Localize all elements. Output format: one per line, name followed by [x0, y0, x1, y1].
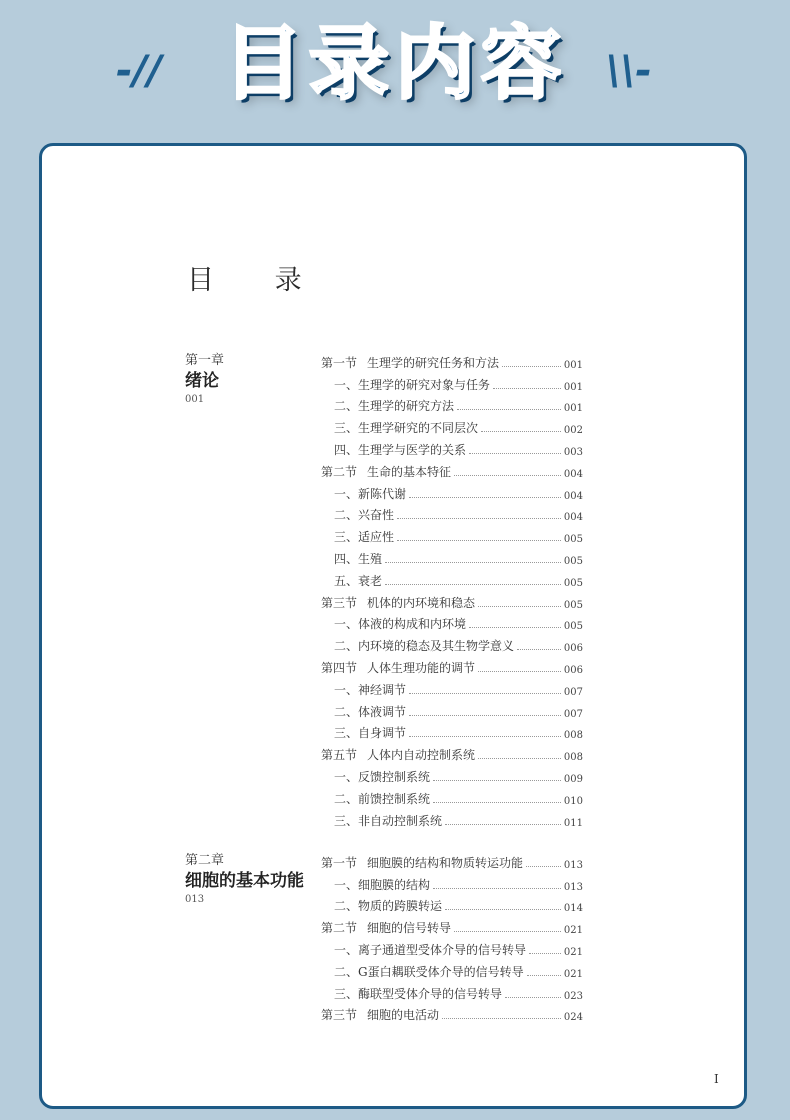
entry-page-number: 004 — [563, 468, 583, 480]
toc-subentry[interactable] — [321, 893, 583, 915]
dot-leader — [454, 475, 561, 476]
toc-subentry[interactable] — [321, 785, 583, 807]
entry-label — [321, 854, 523, 871]
toc-section-entry[interactable] — [321, 458, 583, 480]
entry-page-number: 007 — [563, 686, 583, 698]
entry-label — [334, 724, 406, 741]
toc-subentry[interactable] — [321, 436, 583, 458]
dot-leader — [445, 909, 561, 910]
section-number: 第一节 — [321, 855, 358, 870]
entry-text: 四、生殖 — [334, 551, 383, 566]
toc-subentry[interactable] — [321, 414, 583, 436]
entry-page-number: 011 — [563, 817, 583, 829]
entry-label — [334, 615, 466, 632]
dot-leader — [442, 1018, 561, 1019]
entry-page-number: 005 — [563, 599, 583, 611]
entry-label — [321, 919, 451, 936]
entry-label — [334, 963, 524, 980]
toc-subentry[interactable] — [321, 980, 583, 1002]
entry-page-number: 001 — [563, 359, 583, 371]
toc-subentry[interactable] — [321, 523, 583, 545]
entry-text: 细胞的电活动 — [367, 1008, 440, 1023]
entry-page-number: 004 — [563, 490, 583, 502]
entry-label — [334, 485, 406, 502]
entry-text: 二、生理学的研究方法 — [334, 399, 455, 414]
dot-leader — [397, 540, 561, 541]
dot-leader — [409, 736, 561, 737]
toc-section-entry[interactable] — [321, 741, 583, 763]
entry-text: 三、酶联型受体介导的信号转导 — [334, 986, 503, 1001]
entry-label — [334, 897, 442, 914]
entry-text: 二、物质的跨膜转运 — [334, 899, 443, 914]
entry-label — [334, 703, 406, 720]
entry-page-number: 008 — [563, 752, 583, 764]
toc-section-entry[interactable] — [321, 654, 583, 676]
dot-leader — [409, 497, 561, 498]
entry-text: 细胞膜的结构和物质转运功能 — [367, 855, 524, 870]
dot-leader — [481, 431, 561, 432]
entry-page-number: 005 — [563, 577, 583, 589]
entry-page-number: 001 — [563, 403, 583, 415]
dot-leader — [445, 824, 561, 825]
chapter-page: 013 — [185, 894, 205, 905]
toc-heading: 目 录 — [187, 265, 328, 296]
entry-label — [334, 790, 430, 807]
dot-leader — [529, 953, 561, 954]
entry-text: 二、兴奋性 — [334, 508, 395, 523]
entry-label — [334, 506, 394, 523]
entry-label — [334, 941, 526, 958]
entry-page-number: 023 — [563, 990, 583, 1002]
entry-text: 一、新陈代谢 — [334, 486, 407, 501]
dot-leader — [409, 715, 561, 716]
page-number: I — [714, 1072, 719, 1086]
dot-leader — [397, 518, 561, 519]
dot-leader — [478, 606, 561, 607]
entry-text: 一、体液的构成和内环境 — [334, 617, 467, 632]
toc-subentry[interactable] — [321, 567, 583, 589]
toc-subentry[interactable] — [321, 371, 583, 393]
dot-leader — [478, 671, 561, 672]
entry-label — [334, 397, 454, 414]
toc-subentry[interactable] — [321, 676, 583, 698]
entry-label — [321, 746, 475, 763]
toc-section-entry[interactable] — [321, 914, 583, 936]
toc-subentry[interactable] — [321, 763, 583, 785]
banner-title-text: 目录内容 — [223, 17, 567, 110]
toc-section-entry[interactable] — [321, 849, 583, 871]
toc-subentry[interactable] — [321, 936, 583, 958]
entry-page-number: 024 — [563, 1012, 583, 1024]
toc-section-entry[interactable] — [321, 349, 583, 371]
section-number: 第三节 — [321, 595, 358, 610]
section-number: 第四节 — [321, 660, 358, 675]
entry-label — [334, 681, 406, 698]
entry-page-number: 013 — [563, 881, 583, 893]
toc-section-entry[interactable] — [321, 589, 583, 611]
toc-subentry[interactable] — [321, 698, 583, 720]
entry-text: 一、离子通道型受体介导的信号转导 — [334, 942, 527, 957]
entry-page-number: 006 — [563, 664, 583, 676]
dot-leader — [385, 584, 561, 585]
entry-page-number: 002 — [563, 425, 583, 437]
entry-page-number: 009 — [563, 773, 583, 785]
entry-label — [334, 550, 382, 567]
dot-leader — [526, 866, 561, 867]
entry-page-number: 006 — [563, 643, 583, 655]
entry-page-number: 010 — [563, 795, 583, 807]
toc-subentry[interactable] — [321, 393, 583, 415]
entry-label — [334, 528, 394, 545]
dot-leader — [502, 366, 561, 367]
entry-text: 五、衰老 — [334, 573, 383, 588]
entry-text: 三、生理学研究的不同层次 — [334, 421, 479, 436]
entry-label — [334, 441, 466, 458]
dot-leader — [433, 888, 561, 889]
entry-page-number: 008 — [563, 730, 583, 742]
entry-text: 一、反馈控制系统 — [334, 769, 431, 784]
toc-page-card — [39, 143, 747, 1109]
dot-leader — [517, 649, 561, 650]
dot-leader — [505, 997, 561, 998]
chapter-title: 绪论 — [185, 371, 219, 391]
right-slash-decoration: \\- — [606, 48, 652, 94]
dot-leader — [457, 409, 561, 410]
toc-subentry[interactable] — [321, 958, 583, 980]
entry-page-number: 005 — [563, 555, 583, 567]
entry-label — [321, 1006, 439, 1023]
entry-text: 二、前馈控制系统 — [334, 791, 431, 806]
chapter-1-heading — [185, 352, 224, 407]
entry-text: 细胞的信号转导 — [367, 921, 452, 936]
toc-subentry[interactable] — [321, 871, 583, 893]
entry-page-number: 013 — [563, 859, 583, 871]
entry-label — [334, 637, 514, 654]
chapter-number: 第二章 — [185, 853, 225, 868]
dot-leader — [493, 388, 561, 389]
entry-page-number: 003 — [563, 446, 583, 458]
toc-subentry[interactable] — [321, 807, 583, 829]
section-number: 第二节 — [321, 464, 358, 479]
entry-text: 一、神经调节 — [334, 682, 407, 697]
toc-subentry[interactable] — [321, 502, 583, 524]
chapter-1-entries — [321, 349, 583, 829]
dot-leader — [433, 802, 561, 803]
entry-label — [334, 985, 502, 1002]
dot-leader — [385, 562, 561, 563]
dot-leader — [478, 758, 561, 759]
dot-leader — [469, 453, 561, 454]
entry-text: 二、体液调节 — [334, 704, 407, 719]
entry-text: 三、自身调节 — [334, 726, 407, 741]
entry-label — [321, 594, 475, 611]
dot-leader — [469, 627, 561, 628]
entry-page-number: 021 — [563, 946, 583, 958]
entry-page-number: 005 — [563, 534, 583, 546]
entry-label — [334, 419, 478, 436]
entry-text: 机体的内环境和稳态 — [367, 595, 476, 610]
section-number: 第三节 — [321, 1008, 358, 1023]
entry-text: 二、内环境的稳态及其生物学意义 — [334, 639, 515, 654]
entry-page-number: 021 — [563, 968, 583, 980]
entry-text: 生理学的研究任务和方法 — [367, 355, 500, 370]
entry-text: 三、适应性 — [334, 530, 395, 545]
entry-label — [334, 876, 430, 893]
entry-label — [321, 659, 475, 676]
dot-leader — [454, 931, 561, 932]
entry-text: 三、非自动控制系统 — [334, 813, 443, 828]
entry-label — [334, 572, 382, 589]
dot-leader — [433, 780, 561, 781]
entry-text: 二、G蛋白耦联受体介导的信号转导 — [334, 964, 524, 979]
section-number: 第五节 — [321, 748, 358, 763]
entry-text: 生命的基本特征 — [367, 464, 452, 479]
chapter-2-entries — [321, 849, 583, 1023]
chapter-number: 第一章 — [185, 353, 225, 368]
toc-subentry[interactable] — [321, 632, 583, 654]
dot-leader — [527, 975, 561, 976]
toc-subentry[interactable] — [321, 720, 583, 742]
entry-text: 一、生理学的研究对象与任务 — [334, 377, 491, 392]
entry-page-number: 021 — [563, 925, 583, 937]
chapter-2-heading — [185, 852, 304, 907]
toc-subentry[interactable] — [321, 611, 583, 633]
section-number: 第一节 — [321, 355, 358, 370]
entry-text: 四、生理学与医学的关系 — [334, 442, 467, 457]
entry-page-number: 001 — [563, 381, 583, 393]
entry-label — [321, 463, 451, 480]
toc-subentry[interactable] — [321, 545, 583, 567]
entry-text: 人体生理功能的调节 — [367, 660, 476, 675]
entry-page-number: 014 — [563, 903, 583, 915]
entry-label — [334, 376, 490, 393]
entry-label — [321, 354, 499, 371]
entry-page-number: 004 — [563, 512, 583, 524]
left-slash-decoration: -// — [116, 48, 162, 94]
entry-label — [334, 812, 442, 829]
toc-subentry[interactable] — [321, 480, 583, 502]
banner-title — [0, 14, 790, 124]
entry-label — [334, 768, 430, 785]
chapter-title: 细胞的基本功能 — [185, 871, 304, 891]
dot-leader — [409, 693, 561, 694]
toc-section-entry[interactable] — [321, 1002, 583, 1024]
chapter-page: 001 — [185, 394, 205, 405]
section-number: 第二节 — [321, 921, 358, 936]
entry-text: 一、细胞膜的结构 — [334, 877, 431, 892]
entry-page-number: 005 — [563, 621, 583, 633]
entry-page-number: 007 — [563, 708, 583, 720]
entry-text: 人体内自动控制系统 — [367, 748, 476, 763]
